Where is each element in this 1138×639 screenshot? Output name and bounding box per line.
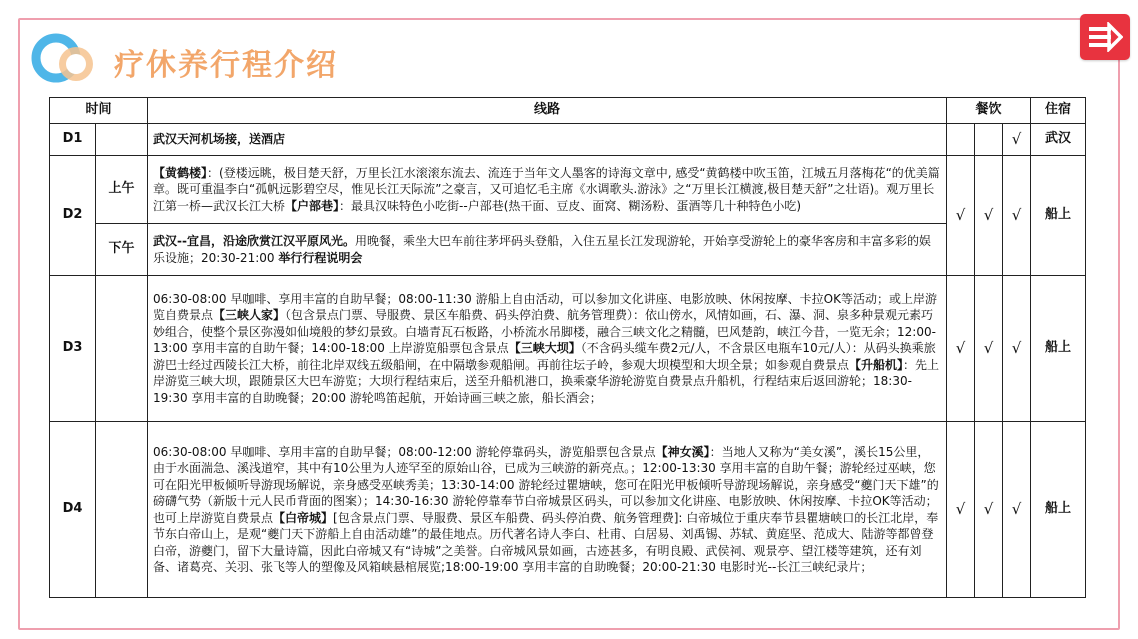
meal-check: √ [975,422,1003,598]
route-text: （包含景点门票、导服费、景区车船费、码头停泊费、航务管理费）：依山傍水，风情如画，石、瀑、洞、泉多种景观元素巧妙组合，使整个景区弥漫如仙境般的梦幻景致。白墙青瓦石板路，小桥流水吊脚楼，融合三峡文化之精髓，巴风楚韵，峡江今昔，一览无余；12:00-13:00 享用丰富的自助午餐；14:00-18:00 上岸游览船票包含景点 [153,308,936,356]
table-row [50,224,1086,276]
header-meals: 餐饮 [947,98,1031,124]
route-highlight: 武汉--宜昌，沿途欣赏江汉平原风光。 [153,234,355,248]
table-row [50,276,1086,422]
meal-check: √ [1003,124,1031,156]
route-highlight: 【户部巷】 [285,198,340,213]
lodging-cell: 船上 [1031,422,1086,598]
table-row [50,422,1086,598]
logo-rings-icon [28,30,108,90]
route-text: ：先上岸游览三峡大坝，跟随景区大巴车游览；大坝行程结束后，送至升船机港口，换乘豪华游轮游览自费景点升船机，行程结束后返回游轮；18:30-19:30 享用丰富的自助晚餐；20:00 游轮鸣笛起航，开始诗画三峡之旅，船长酒会； [153,357,940,405]
period-cell [96,124,148,156]
period-cell: 上午 [96,156,148,224]
header-route: 线路 [148,98,947,124]
route-cell [148,224,947,276]
route-cell [148,276,947,422]
route-cell [148,156,947,224]
period-cell [96,422,148,598]
route-text: ：最具汉味特色小吃街--户部巷(热干面、豆皮、面窝、糊汤粉、蛋酒等几十种特色小吃) [339,198,802,213]
header-time: 时间 [50,98,148,124]
route-cell [148,422,947,598]
route-highlight: 【三峡人家】 [213,308,286,323]
route-text: 06:30-08:00 早咖啡、享用丰富的自助早餐；08:00-12:00 游轮停靠码头，游览船票包含景点 [153,444,656,459]
day-cell: D4 [50,422,96,598]
table-row [50,156,1086,224]
day-cell: D1 [50,124,96,156]
meal-check: √ [1003,422,1031,598]
meal-check [975,124,1003,156]
itinerary-table [49,97,1086,598]
page-title: 疗休养行程介绍 [114,48,338,83]
table-header-row [50,98,1086,124]
route-text: 06:30-08:00 早咖啡、享用丰富的自助早餐；08:00-11:30 游船上自由活动，可以参加文化讲座、电影放映、休闲按摩、卡拉OK等活动；或上岸游览自费景点 [153,291,937,323]
next-page-button[interactable] [1080,14,1130,60]
meal-check: √ [947,156,975,276]
day-cell: D2 [50,156,96,276]
route-text: 用晚餐，乘坐大巴车前往茅坪码头登船，入住五星长江发现游轮，开始享受游轮上的豪华客房和丰富多彩的娱乐设施；20:30-21:00 [153,234,931,265]
lodging-cell: 船上 [1031,156,1086,276]
lodging-cell: 武汉 [1031,124,1086,156]
meal-check: √ [975,276,1003,422]
route-highlight: 【升船机】 [849,357,904,372]
table-row [50,124,1086,156]
route-text: ：当地人又称为“美女溪”，溪长15公里，由于水面湍急、溪浅道窄，其中有10公里为人迹罕至的原始山谷，已成为三峡游的新亮点。；12:00-13:30 享用丰富的自助午餐；游轮经过巫峡，您可在阳光甲板倾听导游现场解说，亲身感受巫峡秀美；13:30-14:00 游轮经过瞿塘峡，您可在阳光甲板倾听导游现场解说，亲身感受“夔门天下雄”的磅礴气势（新版十元人民币背面的图案）；14:30-16:30 游轮停靠奉节白帝城景区码头，可以参加文化讲座、电影放映、休闲按摩、卡拉OK等活动；也可上岸游览自费景点 [153,444,939,525]
lodging-cell: 船上 [1031,276,1086,422]
route-highlight: 【白帝城】 [273,510,334,525]
header-lodging: 住宿 [1031,98,1086,124]
day-cell: D3 [50,276,96,422]
meal-check: √ [1003,156,1031,276]
meal-check: √ [975,156,1003,276]
route-text: （不含码头缆车费2元/人，不含景区电瓶车10元/人）：从码头换乘旅游巴士经过西陵长江大桥，前往北岸双线五级船闸，在中隔墩参观船闸。再前往坛子岭，参观大坝模型和大坝全景；如参观自费景点 [153,341,936,372]
meal-check: √ [947,422,975,598]
route-highlight: 【神女溪】 [655,444,710,459]
meal-check: √ [1003,276,1031,422]
route-highlight: 武汉天河机场接，送酒店 [153,132,286,147]
meal-check: √ [947,276,975,422]
route-highlight: 举行行程说明会 [278,250,363,265]
route-text: [包含景点门票、导服费、景区车船费、码头停泊费、航务管理费]: 白帝城位于重庆奉节县瞿塘峡口的长江北岸，奉节东白帝山上，是观“夔门天下游船上自由活动雄”的最佳地点。历代著名诗人李白、杜甫、白居易、刘禹锡、苏轼、黄庭坚、范成大、陆游等都曾登白帝，游夔门，留下大量诗篇，因此白帝城又有“诗城”之美誉。白帝城风景如画，古迹甚多，有明良殿、武侯祠、观景亭、望江楼等建筑，还有刘备、诸葛亮、关羽、张飞等人的塑像及风箱峡悬棺展览;18:00-19:00 享用丰富的自助晚餐；20:00-21:30 电影时光--长江三峡纪录片； [153,510,939,574]
route-cell [148,124,947,156]
route-highlight: 【三峡大坝】 [508,341,581,356]
period-cell [96,276,148,422]
arrow-right-icon [1087,22,1123,52]
period-cell: 下午 [96,224,148,276]
route-highlight: 【黄鹤楼】 [153,165,208,180]
meal-check [947,124,975,156]
route-text: ：(登楼远眺，极目楚天舒，万里长江水滚滚东流去、流连于当年文人墨客的诗海文章中, 感受“黄鹤楼中吹玉笛，江城五月落梅花“的优美篇章。既可重温李白“孤帆远影碧空尽，惟见长江天际流”之豪言，又可追忆毛主席《水调歌头.游泳》之“万里长江横渡,极目楚天舒”之壮语)。观万里长江第一桥—武汉长江大桥 [153,165,940,213]
